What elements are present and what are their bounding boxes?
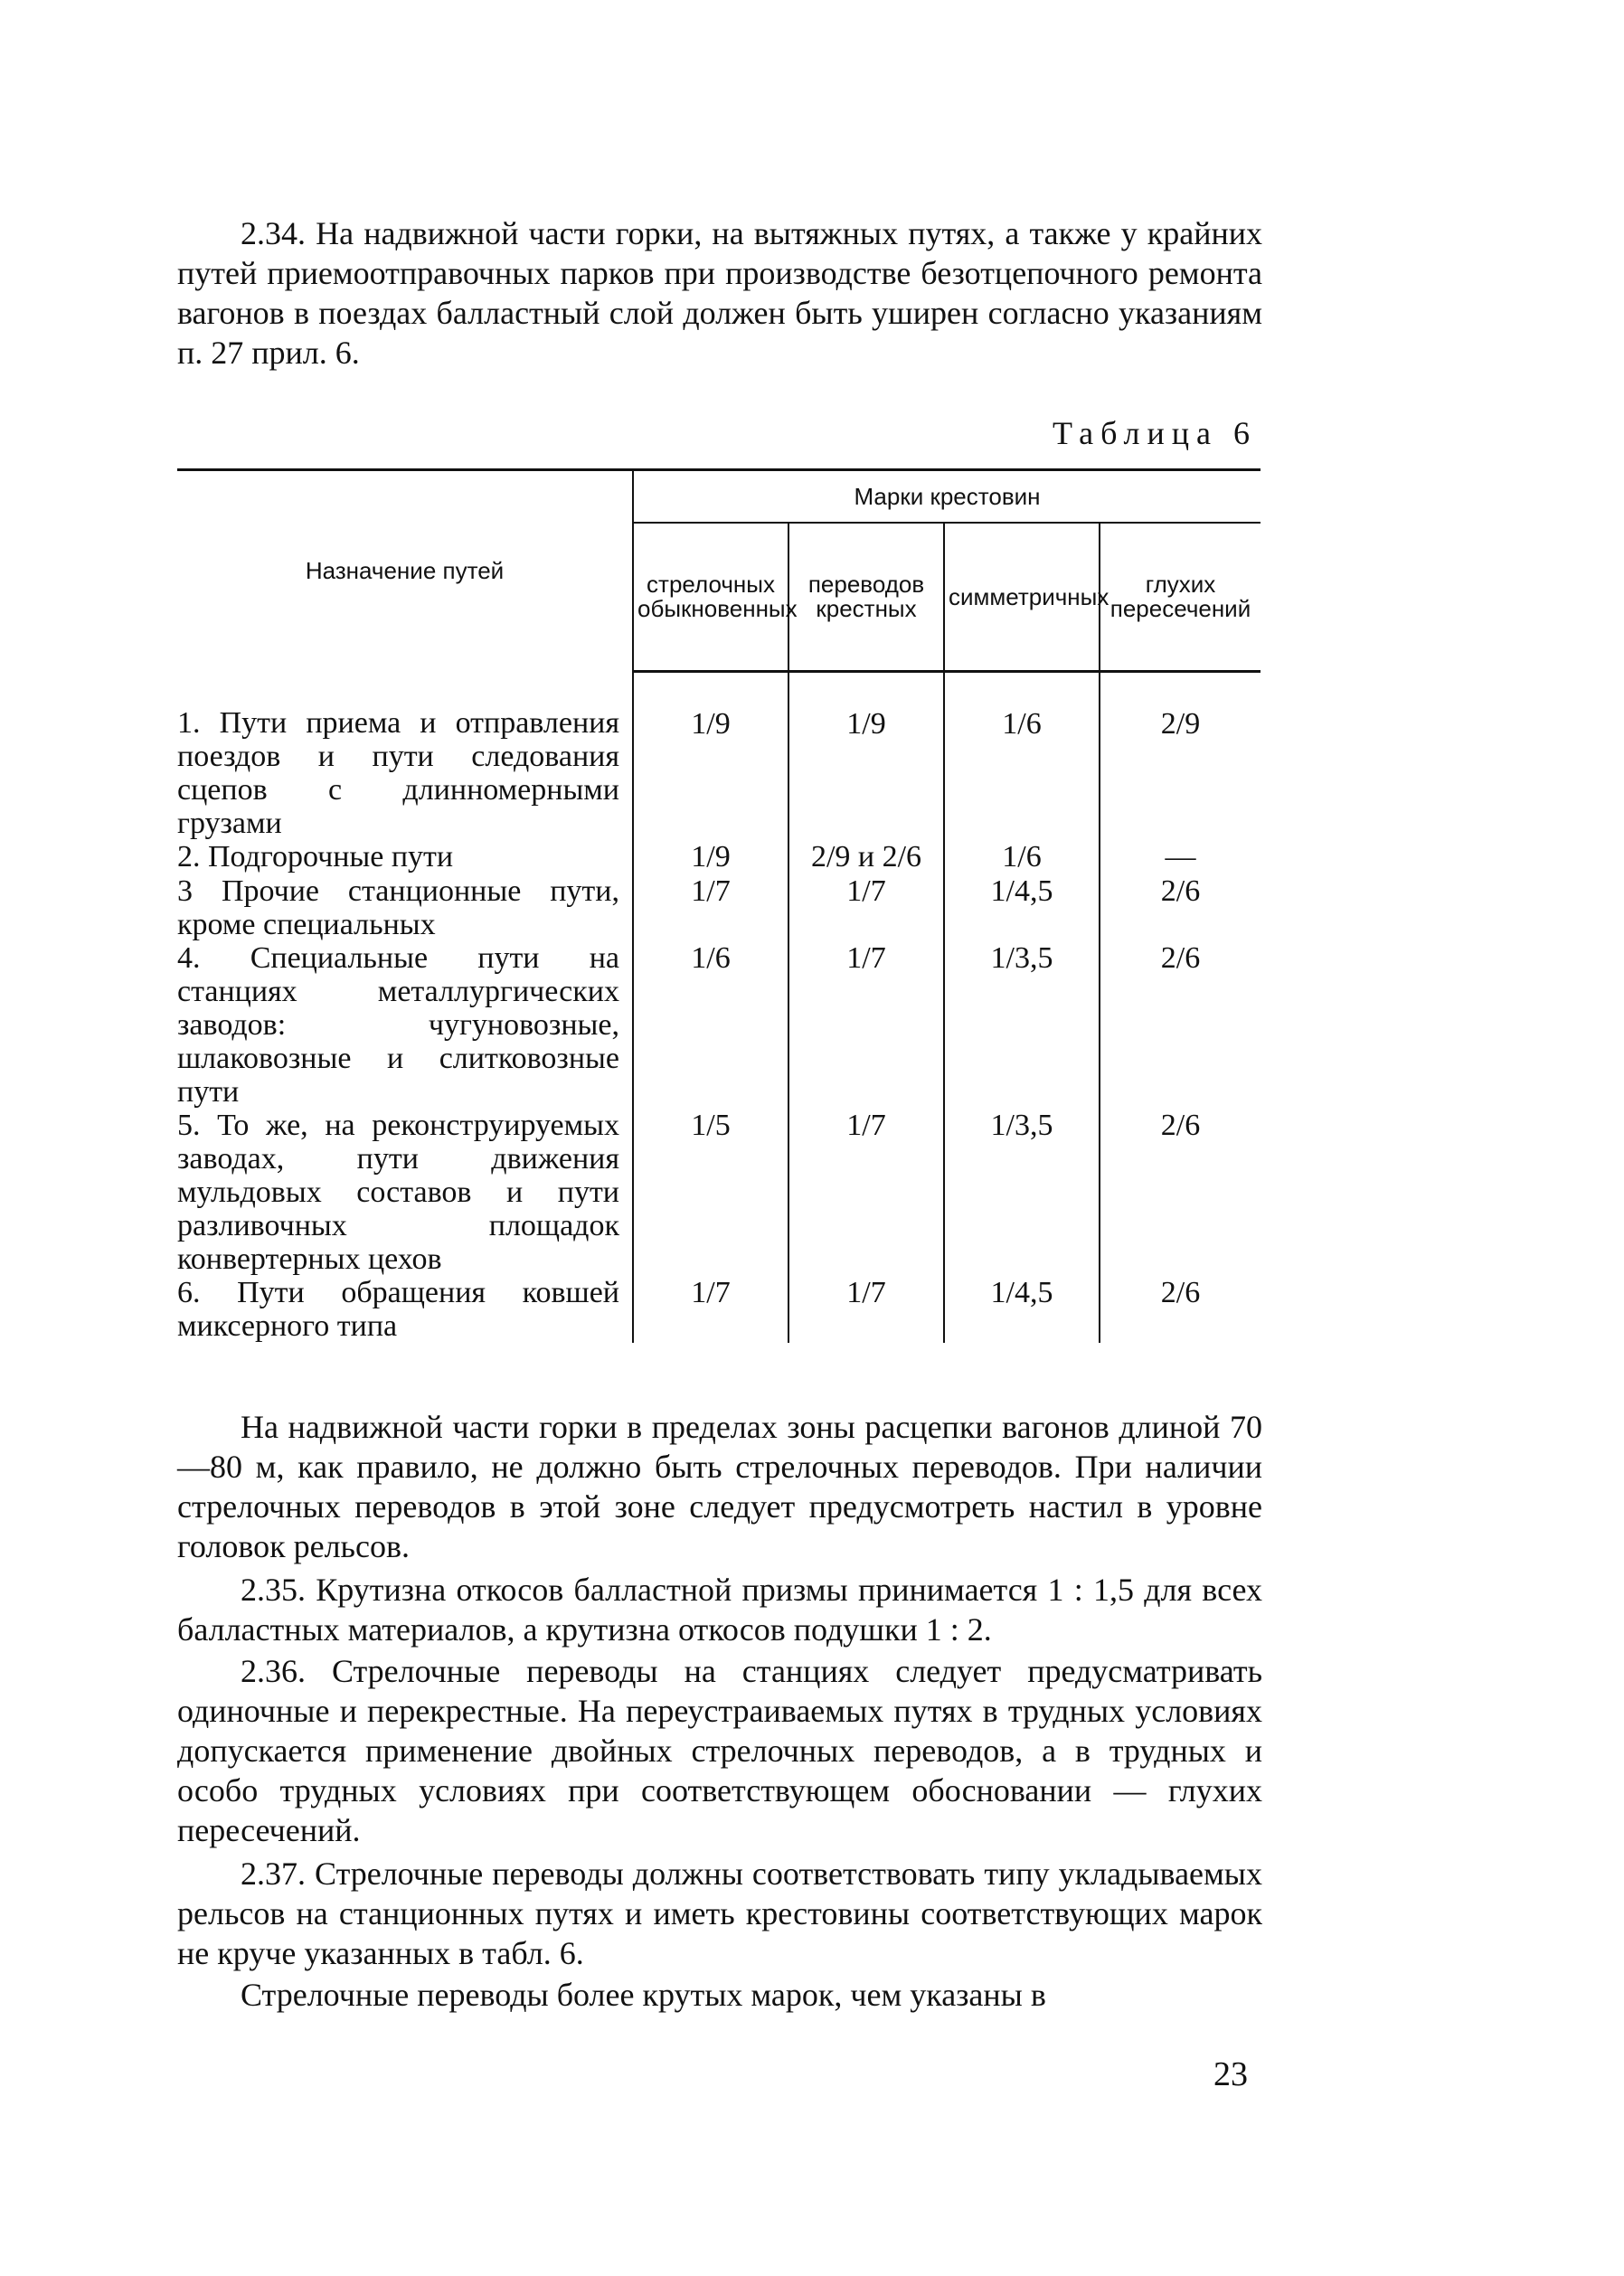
column-header: глухих пересечений — [1100, 523, 1260, 672]
row-purpose: 1. Пути приема и отправления поездов и пути следования сцепов с длинномерными грузами — [177, 672, 633, 840]
table-cell: 1/4,5 — [944, 1276, 1100, 1343]
table-cell: 1/4,5 — [944, 874, 1100, 941]
table-cell: 1/6 — [944, 672, 1100, 840]
purpose-column-header: Назначение путей — [177, 470, 633, 672]
crossing-marks-table — [177, 468, 1260, 1343]
paragraph-2-35: 2.35. Крутизна откосов балластной призмы принимается 1 : 1,5 для всех балластных материалов, а крутизна откосов подушки 1 : 2. — [177, 1572, 1262, 1648]
table-caption: Таблица 6 — [1053, 415, 1257, 451]
table-row — [177, 1109, 1260, 1276]
column-header: симметричных — [944, 523, 1100, 672]
table-cell: 1/7 — [788, 1276, 944, 1343]
table-cell: 2/6 — [1160, 1275, 1201, 1309]
table-row — [177, 941, 1260, 1109]
paragraph-hump-zone: На надвижной части горки в пределах зоны расцепки вагонов длиной 70—80 м, как правило, не должно быть стрелочных переводов. При наличии стрелочных переводов в этой зоне следует предусмотреть настил в уровне головок рельсов. — [177, 1409, 1262, 1564]
row-purpose: 5. То же, на реконструируемых заводах, пути движения мульдовых составов и пути разливочных площадок конвертерных цехов — [177, 1109, 633, 1276]
page-number: 23 — [1213, 2055, 1248, 2093]
table-cell: 1/5 — [633, 1109, 788, 1276]
row-purpose: 2. Подгорочные пути — [177, 840, 633, 874]
table-row — [177, 874, 1260, 941]
table-cell: 2/9 и 2/6 — [788, 840, 944, 874]
row-purpose: 6. Пути обращения ковшей миксерного типа — [177, 1276, 633, 1343]
column-header: стрелочных обыкновенных — [633, 523, 788, 672]
table-cell: — — [1165, 839, 1196, 874]
row-purpose: 4. Специальные пути на станциях металлургических заводов: чугуновозные, шлаковозные и слитковозные пути — [177, 941, 633, 1109]
group-column-header: Марки крестовин — [633, 470, 1260, 524]
table-cell: 1/7 — [788, 874, 944, 941]
table-cell: 1/9 — [633, 840, 788, 874]
table-cell: 1/6 — [944, 840, 1100, 874]
table-cell: 1/7 — [633, 874, 788, 941]
paragraph-continuation: Стрелочные переводы более крутых марок, чем указаны в — [241, 1977, 1046, 2013]
table-cell: 1/7 — [788, 941, 944, 1109]
table-cell: 2/6 — [1160, 940, 1201, 975]
paragraph-2-36: 2.36. Стрелочные переводы на станциях следует предусматривать одиночные и перекрестные. На переустраиваемых путях в трудных условиях допускается применение двойных стрелочных переводов, а в трудных и особо трудных условиях при соответствующем обосновании — глухих пересечений. — [177, 1653, 1262, 1848]
column-header: переводов крестных — [788, 523, 944, 672]
table-cell: 1/3,5 — [944, 941, 1100, 1109]
table-cell: 1/3,5 — [944, 1109, 1100, 1276]
table-cell: 2/9 — [1160, 707, 1201, 741]
table-cell: 1/6 — [633, 941, 788, 1109]
paragraph-2-34: 2.34. На надвижной части горки, на вытяжных путях, а также у крайних путей приемоотправочных парков при производстве безотцепочного ремонта вагонов в поездах балластный слой должен быть уширен согласно указаниям п. 27 прил. 6. — [177, 215, 1262, 371]
row-purpose: 3 Прочие станционные пути, кроме специальных — [177, 874, 633, 941]
table-cell: 1/7 — [633, 1276, 788, 1343]
table-row — [177, 840, 1260, 874]
paragraph-2-37: 2.37. Стрелочные переводы должны соответствовать типу укладываемых рельсов на станционных путях и иметь крестовины соответствующих марок не круче указанных в табл. 6. — [177, 1856, 1262, 1971]
table-cell: 1/9 — [788, 672, 944, 840]
table-cell: 2/6 — [1160, 1108, 1201, 1142]
table-cell: 2/6 — [1160, 874, 1201, 908]
table-cell: 1/7 — [788, 1109, 944, 1276]
table-cell: 1/9 — [633, 672, 788, 840]
table-row — [177, 672, 1260, 840]
table-row — [177, 1276, 1260, 1343]
